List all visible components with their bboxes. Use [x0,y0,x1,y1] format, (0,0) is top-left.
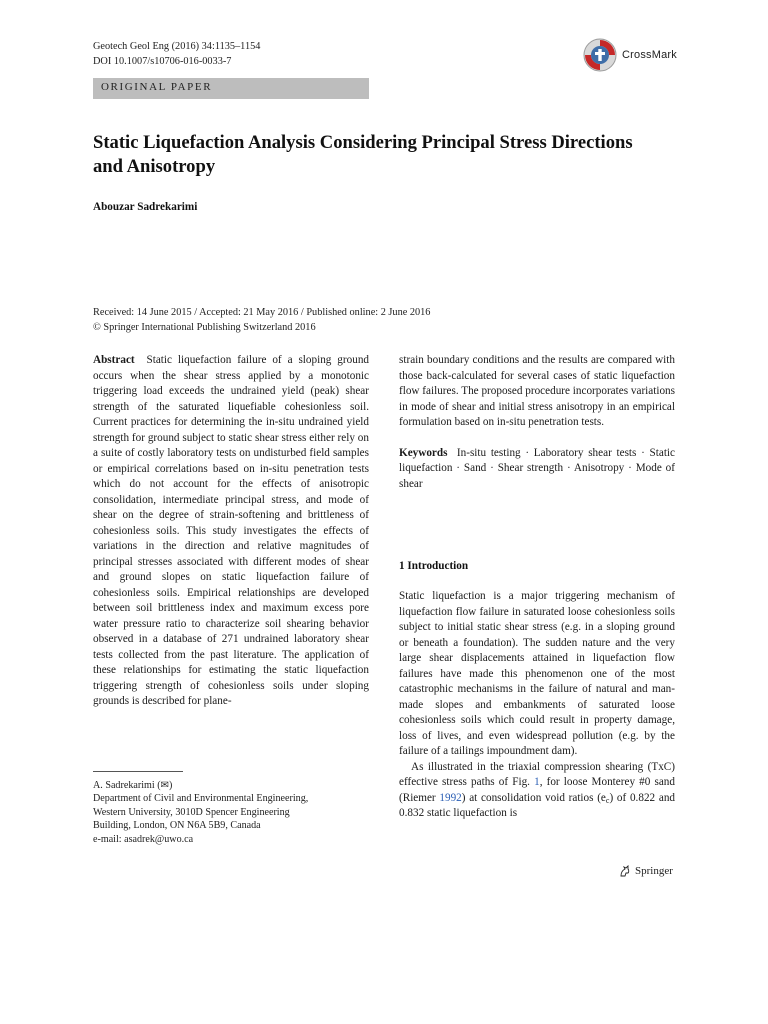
article-title: Static Liquefaction Analysis Considering Principal Stress Directions and Anisotropy [93,132,633,177]
abstract-text: Static liquefaction failure of a sloping ground occurs when the shear stress applied by a monotonic triggering load exceeds the undrained yield (peak) shear strength of the saturated liquefiable cohesionless soil. Current practices for determining the in-situ undrained yield strength for ground subject to static shear stress either rely on a suite of costly laboratory tests on undisturbed field samples or empirical correlations based on in-situ penetration tests which do not account for the effects of anisotropic consolidation, intermediate principal stress, and mode of shear on the degree of strain-softening and brittleness of cohesionless soils. This study investigates the effects of variations in the direction and relative magnitudes of principal stresses associated with different modes of shear and ground slopes on static liquefaction failure of cohesionless soils. Empirical relationships are developed between soil brittleness index and maximum excess pore water pressure ratio to characterize soil shearing behavior observed in a database of 271 undrained laboratory shear tests collected from the past literature. The application of these relationships for estimating the static liquefaction triggering strength of cohesionless soils under sloping grounds is described for plane- [93,354,370,707]
keywords-paragraph [399,446,675,493]
author-name: Abouzar Sadrekarimi [93,201,198,213]
abstract-label: Abstract [93,354,135,366]
right-column [399,353,675,492]
copyright-line: © Springer International Publishing Switzerland 2016 [93,322,316,333]
intro-paragraph-2: As illustrated in the triaxial compression shearing (TxC) effective stress paths of Fig. 1, for loose Monterey #0 sand (Riemer 1992) at consolidation void ratios $(e_c)$ of 0.822 and 0.832 static liquefaction is [399,760,676,819]
intro-paragraph-1: Static liquefaction is a major triggering mechanism of liquefaction flow failure in saturated loose cohesionless soils subject to initial static shear stress (e.g. in a sloping ground or beneath a foundation). The sudden nature and the very large shear displacements attained in liquefaction flow failures have made this phenomenon one of the most catastrophic mechanisms in the failure of natural and man-made slopes and embankments of saturated loose cohesionless soils which could result in property damage, loss of lives, and even widespread pollution (e.g. by the failure of a tailings impoundment dam). [399,590,675,757]
crossmark-label: CrossMark [622,49,677,61]
journal-citation: Geotech Geol Eng (2016) 34:1135–1154 [93,41,261,52]
left-column [93,353,369,710]
abstract-continuation: strain boundary conditions and the results are compared with those back-calculated for several cases of static liquefaction flow failures. The proposed procedure incorporates variations in mode of shear and initial stress anisotropy in an empirical formulation based on in-situ penetration tests. [399,354,675,428]
affiliation-divider [93,771,183,772]
affiliation-email[interactable]: e-mail: asadrek@uwo.ca [93,833,194,845]
keywords-label: Keywords [399,446,448,459]
paper-type-label: ORIGINAL PAPER [101,81,213,93]
keywords-text: In-situ testing · Laboratory shear tests · Static liquefaction · Sand · Shear strength · Anisotropy · Mode of shear [399,446,676,490]
abstract-paragraph [93,353,369,710]
affiliation-university: Western University, 3010D Spencer Engineering [93,806,290,818]
figure-link[interactable]: 1 [534,776,540,788]
journal-reference [93,39,260,69]
affiliation-department: Department of Civil and Environmental Engineering, [93,793,309,805]
springer-horse-icon [619,865,631,877]
publisher-logo [619,865,673,877]
author-affiliation [93,779,373,846]
introduction-body [399,589,675,822]
affiliation-address: Building, London, ON N6A 5B9, Canada [93,820,261,832]
citation-link[interactable]: 1992 [439,791,462,804]
doi-line[interactable]: DOI 10.1007/s10706-016-0033-7 [93,56,232,67]
crossmark-badge[interactable] [582,37,677,73]
section-heading-introduction: 1 Introduction [399,560,469,572]
crossmark-icon [582,37,618,73]
publisher-name: Springer [635,865,673,877]
history-dates: Received: 14 June 2015 / Accepted: 21 May 2016 / Published online: 2 June 2016 [93,307,431,318]
publication-dates [93,305,430,335]
paper-type-bar [93,78,369,99]
affiliation-name: A. Sadrekarimi (✉) [93,780,173,791]
